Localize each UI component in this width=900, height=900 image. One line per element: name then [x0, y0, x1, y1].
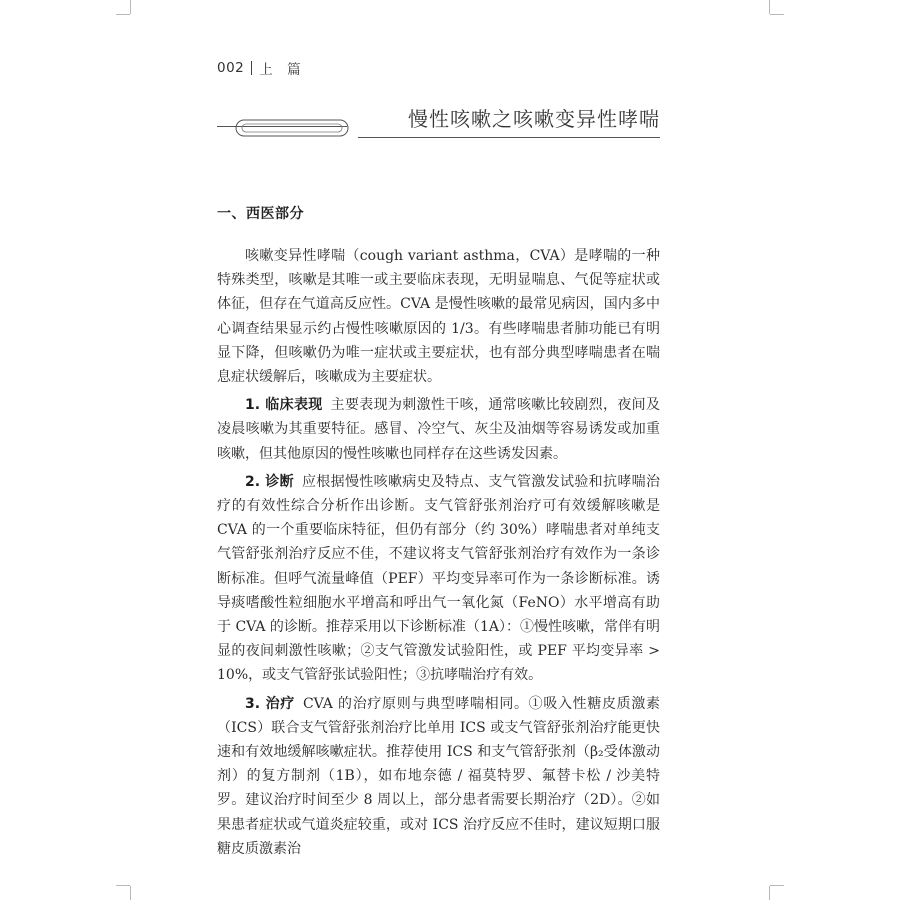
clinical-paragraph — [217, 393, 660, 466]
diagnosis-text: 应根据慢性咳嗽病史及特点、支气管激发试验和抗哮喘治疗的有效性综合分析作出诊断。支气管舒张剂治疗可有效缓解咳嗽是CVA 的一个重要临床特征，但仍有部分（约 30%）哮喘患者对单纯支气管舒张剂治疗反应不佳，不建议将支气管舒张剂治疗有效作为一条诊断标准。但呼气流量峰值（PEF）平均变异率可作为一条诊断标准。诱导痰嗜酸性粒细胞水平增高和呼出气一氧化氮（FeNO）水平增高有助于 CVA 的诊断。推荐采用以下诊断标准（1A）：①慢性咳嗽，常伴有明显的夜间刺激性咳嗽；②支气管激发试验阳性，或 PEF 平均变异率 > 10%，或支气管舒张试验阳性；③抗哮喘治疗有效。 — [217, 473, 661, 684]
clinical-text: 主要表现为刺激性干咳，通常咳嗽比较剧烈，夜间及凌晨咳嗽为其重要特征。感冒、冷空气、灰尘及油烟等容易诱发或加重咳嗽，但其他原因的慢性咳嗽也同样存在这些诱发因素。 — [217, 397, 661, 462]
intro-paragraph: 咳嗽变异性哮喘（cough variant asthma，CVA）是哮喘的一种特殊类型，咳嗽是其唯一或主要临床表现，无明显喘息、气促等症状或体征，但存在气道高反应性。CVA 是慢性咳嗽的最常见病因，国内多中心调查结果显示约占慢性咳嗽原因的 1/3。有些哮喘患者肺功能已有明显下降，但咳嗽仍为唯一症状或主要症状，也有部分典型哮喘患者在喘息症状缓解后，咳嗽成为主要症状。 — [217, 248, 660, 386]
crop-mark — [770, 885, 784, 886]
header-divider — [251, 61, 252, 75]
diagnosis-paragraph — [217, 470, 660, 688]
clinical-heading: 1. 临床表现 — [245, 397, 323, 414]
running-head — [217, 58, 306, 78]
crop-mark — [769, 886, 770, 900]
title-rule-right — [358, 137, 660, 138]
section-heading: 一、西医部分 — [217, 206, 304, 222]
treatment-heading: 3. 治疗 — [245, 695, 295, 712]
crop-mark — [770, 14, 784, 15]
crop-mark — [130, 0, 131, 14]
crop-mark — [116, 885, 130, 886]
title-ornament-icon — [232, 115, 352, 141]
page-number: 002 — [217, 60, 245, 76]
chapter-title: 慢性咳嗽之咳嗽变异性哮喘 — [408, 107, 660, 131]
diagnosis-heading: 2. 诊断 — [245, 473, 294, 490]
treatment-paragraph — [217, 692, 660, 861]
treatment-text: CVA 的治疗原则与典型哮喘相同。①吸入性糖皮质激素（ICS）联合支气管舒张剂治疗比单用 ICS 或支气管舒张剂治疗能更快速和有效地缓解咳嗽症状。推荐使用 ICS 和支气管舒张剂（β₂受体激动剂）的复方制剂（1B），如布地奈德 / 福莫特罗、氟替卡松 / 沙美特罗。建议治疗时间至少 8 周以上，部分患者需要长期治疗（2D）。②如果患者症状或气道炎症较重，或对 ICS 治疗反应不佳时，建议短期口服糖皮质激素治 — [217, 695, 660, 857]
section-label: 上 篇 — [259, 62, 306, 78]
crop-mark — [130, 886, 131, 900]
crop-mark — [116, 14, 130, 15]
crop-mark — [769, 0, 770, 14]
body-text — [217, 244, 660, 861]
